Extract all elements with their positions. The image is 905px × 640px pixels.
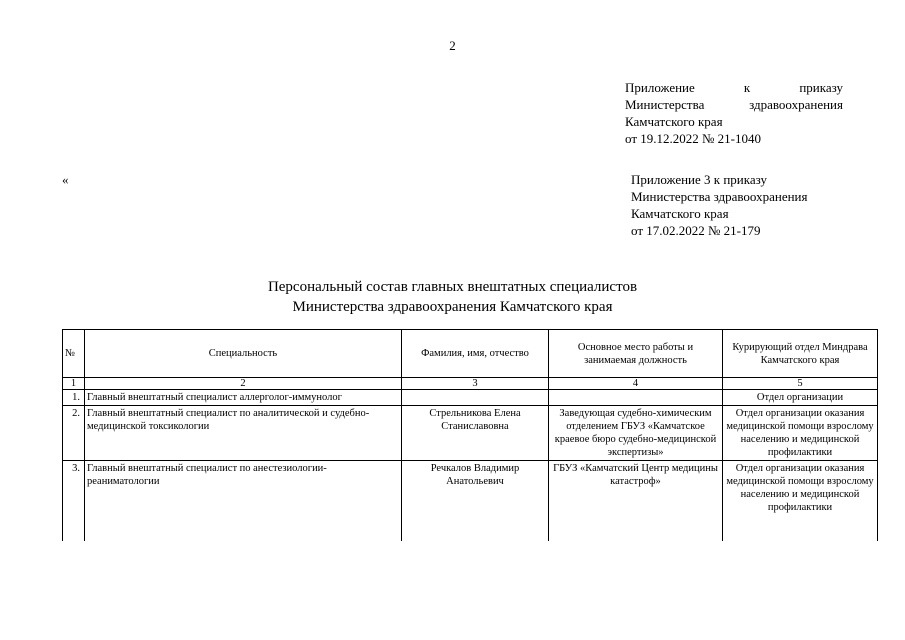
row-department: Отдел организации — [723, 390, 878, 406]
header-name: Фамилия, имя, отчество — [402, 330, 549, 378]
column-number: 1 — [63, 378, 85, 390]
row-name: Стрельникова Елена Станиславовна — [402, 406, 549, 461]
title-line: Персональный состав главных внештатных специалистов — [267, 279, 638, 295]
title-line: Министерства здравоохранения Камчатского края — [292, 299, 613, 315]
row-department: Отдел организации оказания медицинской помощи взрослому населению и медицинской профилактики — [723, 406, 878, 461]
row-department: Отдел организации оказания медицинской помощи взрослому населению и медицинской профилактики — [723, 461, 878, 542]
row-name — [402, 390, 549, 406]
row-specialty: Главный внештатный специалист аллерголог-иммунолог — [85, 390, 402, 406]
column-number: 5 — [723, 378, 878, 390]
row-number: 2. — [63, 406, 85, 461]
header-workplace: Основное место работы и занимаемая должность — [549, 330, 723, 378]
row-workplace: Заведующая судебно-химическим отделением ГБУЗ «Камчатское краевое бюро судебно-медицинской экспертизы» — [549, 406, 723, 461]
column-number-row — [63, 378, 878, 390]
specialists-table — [62, 329, 878, 541]
appendix-line: Министерства здравоохранения — [625, 97, 843, 112]
row-number: 1. — [63, 390, 85, 406]
appendix-line: Камчатского края — [631, 206, 729, 221]
row-name: Речкалов Владимир Анатольевич — [402, 461, 549, 542]
row-workplace: ГБУЗ «Камчатский Центр медицины катастроф» — [549, 461, 723, 542]
header-department: Курирующий отдел Миндрава Камчатского края — [723, 330, 878, 378]
header-specialty: Специальность — [85, 330, 402, 378]
row-number: 3. — [63, 461, 85, 542]
table-row — [63, 390, 878, 406]
page-number: 2 — [449, 38, 456, 53]
header-num: № — [63, 330, 85, 378]
appendix-line: от 17.02.2022 № 21-179 — [631, 223, 761, 238]
table-row — [63, 461, 878, 542]
row-workplace — [549, 390, 723, 406]
appendix-line: Приложение к приказу — [625, 80, 843, 95]
table-row — [63, 406, 878, 461]
appendix-line: Камчатского края — [625, 114, 723, 129]
opening-quote-mark: « — [62, 172, 69, 187]
appendix-current-reference — [625, 79, 843, 147]
column-number: 4 — [549, 378, 723, 390]
table-header-row — [63, 330, 878, 378]
document-title — [0, 277, 905, 317]
appendix-line: Приложение 3 к приказу — [631, 172, 768, 187]
appendix-line: Министерства здравоохранения — [631, 189, 808, 204]
appendix-original-reference — [631, 171, 851, 239]
row-specialty: Главный внештатный специалист по аналитической и судебно-медицинской токсикологии — [85, 406, 402, 461]
column-number: 2 — [85, 378, 402, 390]
column-number: 3 — [402, 378, 549, 390]
row-specialty: Главный внештатный специалист по анестезиологии-реаниматологии — [85, 461, 402, 542]
appendix-line: от 19.12.2022 № 21-1040 — [625, 131, 761, 146]
